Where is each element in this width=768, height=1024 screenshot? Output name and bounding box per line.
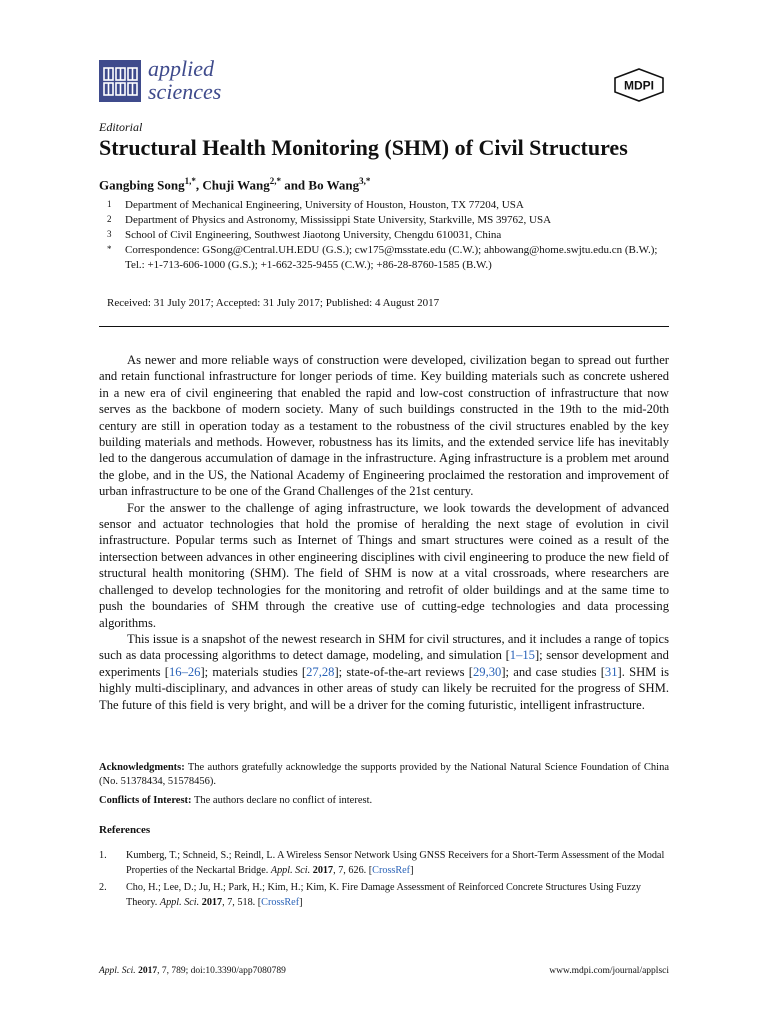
article-type: Editorial [99, 120, 143, 134]
reference-text [126, 880, 669, 910]
affiliation-number: 2 [107, 214, 112, 224]
reference-journal: Appl. Sci. [270, 865, 311, 876]
paragraph-text: ]. SHM is highly multi-disciplinary, and advances in other areas of study can likely be recruited for the progress of SHM. The future of this field is very bright, and will be a driver for the coming futuristic, intelligent infrastructure. [99, 664, 669, 712]
affiliation-number: 3 [107, 229, 112, 239]
correspondence [99, 243, 679, 273]
author-affil-sup: 3,* [359, 176, 371, 186]
reference-bracket: ] [299, 897, 303, 908]
affiliations [99, 198, 679, 273]
author-affil-sup: 2,* [269, 176, 281, 186]
journal-name-line2: sciences [148, 79, 222, 104]
crossref-link[interactable]: CrossRef [372, 865, 411, 876]
reference-text [126, 848, 669, 878]
reference-year: 2017 [310, 865, 334, 876]
reference-body: Kumberg, T.; Schneid, S.; Reindl, L. A Wireless Sensor Network Using GNSS Receivers for a Short-Term Assessment of the Modal Properties of the Neckartal Bridge. [126, 850, 665, 876]
citation-link[interactable]: 27,28 [306, 664, 335, 679]
citation-link[interactable]: 1–15 [509, 648, 535, 663]
coi-label: Conflicts of Interest: [99, 795, 192, 806]
mdpi-logo [613, 68, 665, 102]
acknowledgments-label: Acknowledgments: [99, 762, 185, 773]
applied-sciences-logo-icon [99, 60, 141, 102]
journal-name-line1: applied [148, 56, 214, 81]
reference-body: Cho, H.; Lee, D.; Ju, H.; Park, H.; Kim, H.; Kim, K. Fire Damage Assessment of Reinforced Concrete Structures Using Fuzzy Theory. [126, 882, 641, 908]
author-name: Gangbing Song [99, 177, 185, 193]
author-separator: , [195, 177, 203, 193]
paragraph-text: ]; and case studies [ [501, 664, 605, 679]
affiliation-item [99, 213, 679, 228]
acknowledgments [99, 761, 669, 789]
reference-bracket: ] [410, 865, 414, 876]
body-paragraph: As newer and more reliable ways of construction were developed, civilization began to spread out further and retain functional infrastructure for longer periods of time. Key building materials such as concrete ushered in a new era of civil engineering that enabled the rapid and low-cost construction of infrastructure that now serves as the backbone of modern society. Many of such buildings constructed in the 19th to the mid-20th century are still in operation today as a testament to the robustness of the civil structures enabled by the key building materials and methods. However, robustness has its limits, and the extended service life has inevitably led to the dangerous accumulation of damage in the infrastructure. Aging infrastructure is a problem met around the globe, and in the US, the National Academy of Engineering proclaimed the restoration and improvement of urban infrastructure to be one of the Grand Challenges of the 21st century. [99, 353, 669, 499]
citation-link[interactable]: 31 [604, 664, 618, 679]
author-affil-sup: 1,* [184, 176, 196, 186]
paragraph-text: This issue is a snapshot of the newest research in SHM for civil structures, and it includes a range of topics such as data processing algorithms to detect damage, modeling, and simulation [ [99, 631, 669, 663]
citation-link[interactable]: 16–26 [168, 664, 201, 679]
author-name: Chuji Wang [202, 177, 270, 193]
reference-volume: , 7, 518. [ [222, 897, 262, 908]
footer-year: 2017 [135, 966, 158, 976]
paragraph-text: ]; sensor development and experiments [ [99, 648, 669, 679]
article-title: Structural Health Monitoring (SHM) of Civil Structures [99, 135, 628, 160]
conflicts-of-interest [99, 794, 669, 808]
footer-citation [99, 966, 286, 976]
reference-list [99, 848, 669, 912]
paragraph-text: ]; state-of-the-art reviews [ [334, 664, 473, 679]
correspondence-text: Correspondence: GSong@Central.UH.EDU (G.S.); cw175@msstate.edu (C.W.); ahbowang@home.swjtu.edu.cn (B.W.); Tel.: +1-713-606-1000 (G.S.); +1-662-325-9455 (C.W.); +86-28-8760-1585 (B.W.) [125, 244, 658, 271]
reference-number: 1. [99, 850, 107, 861]
affiliation-text: Department of Physics and Astronomy, Mississippi State University, Starkville, MS 39762, USA [125, 214, 552, 226]
author-name: Bo Wang [308, 177, 360, 193]
footer-doi: , 7, 789; doi:10.3390/app7080789 [157, 966, 286, 976]
crossref-link[interactable]: CrossRef [261, 897, 300, 908]
citation-link[interactable]: 29,30 [472, 664, 502, 679]
affiliation-item [99, 228, 679, 243]
mdpi-logo-text: MDPI [624, 78, 654, 93]
references-heading: References [99, 824, 151, 836]
affiliation-number: 1 [107, 199, 112, 209]
article-body [99, 352, 669, 713]
body-paragraph: For the answer to the challenge of aging infrastructure, we look towards the development of advanced sensor and actuator technologies that hold the promise of heralding the next stage of evolution in civil infrastructure. Popular terms such as Internet of Things and smart structures were coined as a result of the intersection between advances in other engineering disciplines with civil engineering to produce the new field of structural health monitoring (SHM). The field of SHM is now at a vital crossroads, where researchers are challenged to develop technologies for the monitoring and retrofit of older buildings and at the same time to push the boundaries of SHM through the creative use of cutting-edge technologies and data processing algorithms. [99, 500, 669, 630]
affiliation-text: Department of Mechanical Engineering, University of Houston, Houston, TX 77204, USA [125, 199, 524, 211]
acknowledgments-text: The authors gratefully acknowledge the supports provided by the National Natural Science Foundation of China (No. 51378434, 51578456). [99, 762, 669, 787]
author-list [99, 176, 370, 193]
affiliation-text: School of Civil Engineering, Southwest Jiaotong University, Chengdu 610031, China [125, 229, 502, 241]
reference-item [99, 880, 669, 910]
header-divider [99, 326, 669, 327]
correspondence-marker: * [107, 244, 112, 254]
reference-journal: Appl. Sci. [159, 897, 200, 908]
journal-name [148, 57, 221, 103]
footer-url[interactable]: www.mdpi.com/journal/applsci [549, 966, 669, 976]
reference-year: 2017 [199, 897, 223, 908]
footer-journal: Appl. Sci. [99, 966, 136, 976]
reference-item [99, 848, 669, 878]
reference-volume: , 7, 626. [ [333, 865, 373, 876]
reference-number: 2. [99, 882, 107, 893]
author-separator: and [280, 177, 309, 193]
paragraph-text: ]; materials studies [ [200, 664, 307, 679]
publication-dates: Received: 31 July 2017; Accepted: 31 July 2017; Published: 4 August 2017 [107, 297, 440, 309]
body-paragraph [99, 631, 669, 713]
affiliation-item [99, 198, 679, 213]
coi-text: The authors declare no conflict of interest. [191, 795, 373, 806]
